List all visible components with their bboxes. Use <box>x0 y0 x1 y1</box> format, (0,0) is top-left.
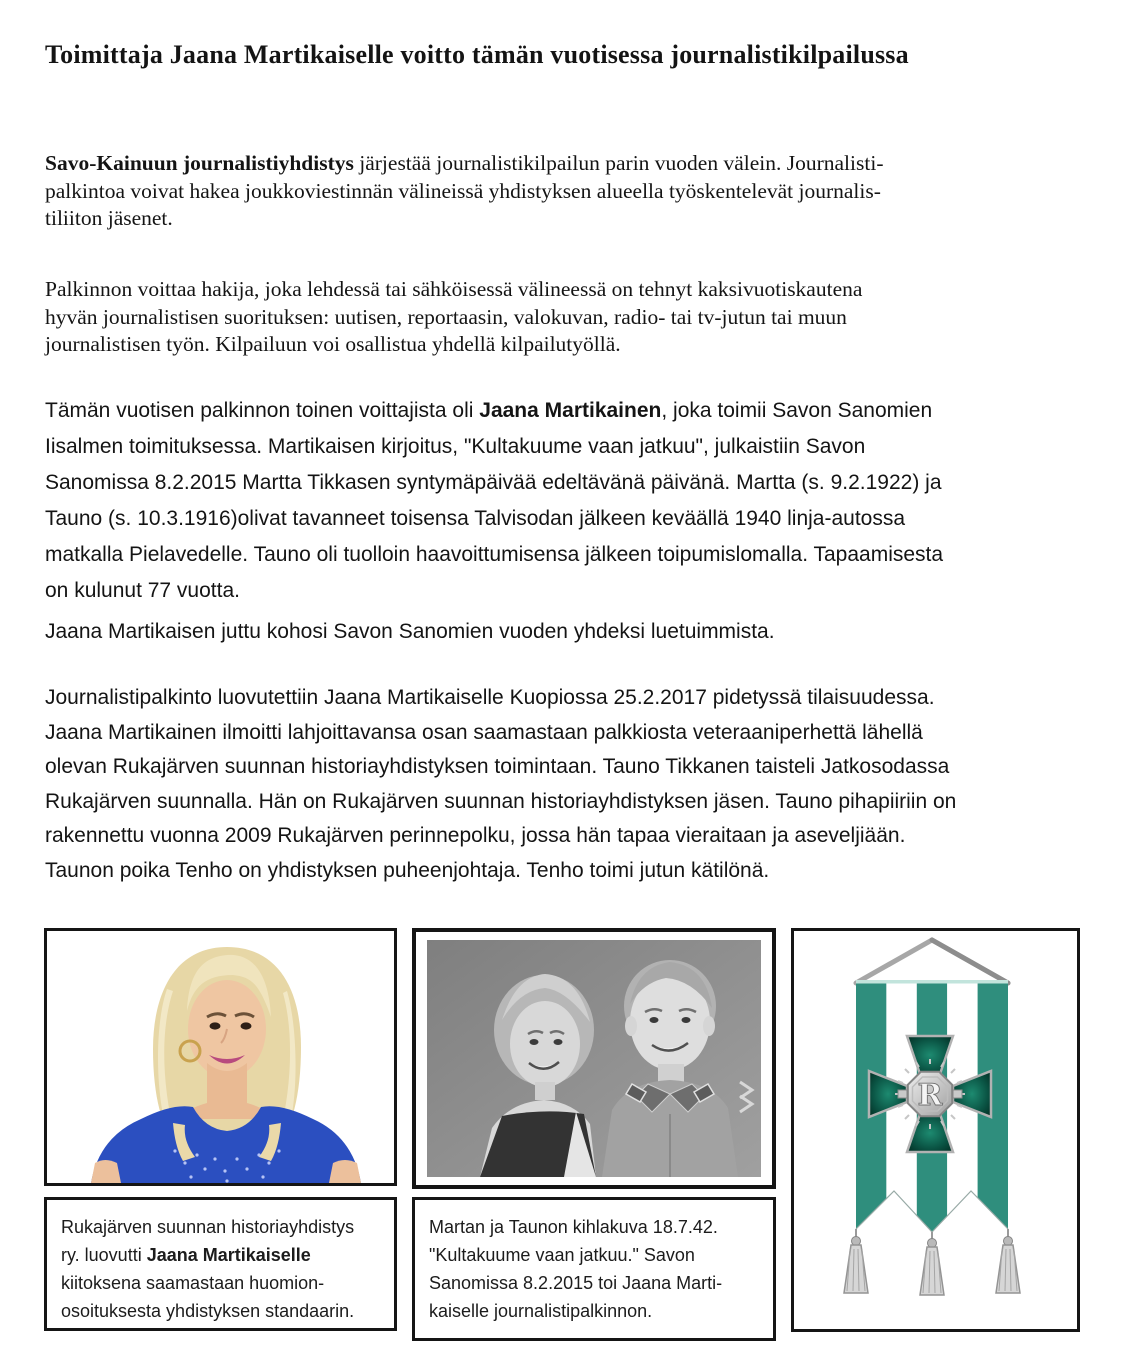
portrait-photo <box>47 931 394 1183</box>
text-line: Rukajärven suunnalla. Hän on Rukajärven suunnan historiayhdistyksen jäsen. Tauno pihapiiriin on <box>45 789 957 813</box>
text: ry. luovutti <box>61 1245 147 1265</box>
bold-text: Jaana Martikainen <box>479 399 662 422</box>
text-line: "Kultakuume vaan jatkuu." Savon <box>429 1245 695 1265</box>
text-line <box>45 393 1090 429</box>
bold-text: Savo-Kainuun journalistiyhdistys <box>45 151 354 175</box>
caption-engagement <box>412 1197 776 1341</box>
text-line: palkintoa voivat hakea joukkoviestinnän välineissä yhdistyksen alueella työskentelevät journalis- <box>45 178 881 203</box>
text-line <box>61 1241 390 1269</box>
text-line <box>45 150 1090 178</box>
text-line: on kulunut 77 vuotta. <box>45 579 240 602</box>
text-line: Rukajärven suunnan historiayhdistys <box>61 1217 355 1237</box>
text-line: Jaana Martikainen ilmoitti lahjoittavansa osan saamastaan palkkiosta veteraaniperhettä lähellä <box>45 720 923 744</box>
page-title: Toimittaja Jaana Martikaiselle voitto tämän vuotisessa journalistikilpailussa <box>45 40 909 69</box>
text-line: osoituksesta yhdistyksen standaarin. <box>61 1301 355 1321</box>
paragraph-1 <box>45 150 1090 233</box>
text-line: Journalistipalkinto luovutettiin Jaana Martikaiselle Kuopiossa 25.2.2017 pidetyssä tilaisuudessa. <box>45 686 935 709</box>
pennant-image <box>794 931 1077 1329</box>
caption-portrait <box>44 1197 397 1331</box>
text-line: Sanomissa 8.2.2015 Martta Tikkasen syntymäpäivää edeltävänä päivänä. Martta (s. 9.2.1922) ja <box>45 471 942 494</box>
text-line: Jaana Martikaisen juttu kohosi Savon Sanomien vuoden yhdeksi luetuimmista. <box>45 620 775 643</box>
text-line: Tauno (s. 10.3.1916)olivat tavanneet toisensa Talvisodan jälkeen keväällä 1940 linja-autossa <box>45 507 906 530</box>
paragraph-2 <box>45 276 1090 359</box>
text-line: Taunon poika Tenho on yhdistyksen puheenjohtaja. Tenho toimi jutun kätilönä. <box>45 858 770 882</box>
bold-text: Jaana Martikaiselle <box>146 1245 311 1265</box>
text-line: tiliiton jäsenet. <box>45 206 173 230</box>
text-line: rakennettu vuonna 2009 Rukajärven perinnepolku, jossa hän tapaa vieraitaan ja aseveljiään. <box>45 824 906 847</box>
paragraph-5 <box>45 681 1090 888</box>
text-line: matkalla Pielavedelle. Tauno oli tuolloin haavoittumisensa jälkeen toipumislomalla. Tapaamisesta <box>45 543 944 566</box>
engagement-photo <box>416 932 772 1185</box>
engagement-photo-box <box>412 928 776 1189</box>
text-line: Sanomissa 8.2.2015 toi Jaana Marti- <box>429 1273 723 1293</box>
text: Tämän vuotisen palkinnon toinen voittajista oli <box>45 399 480 422</box>
text: , joka toimii Savon Sanomien <box>661 399 933 422</box>
paragraph-4 <box>45 620 1090 644</box>
text-line: kaiselle journalistipalkinnon. <box>429 1301 653 1321</box>
text-line: journalistisen työn. Kilpailuun voi osallistua yhdellä kilpailutyöllä. <box>45 332 621 356</box>
text-line: hyvän journalistisen suorituksen: uutisen, reportaasin, valokuvan, radio- tai tv-jutun tai muun <box>45 304 847 329</box>
text-line: Iisalmen toimituksessa. Martikaisen kirjoitus, "Kultakuume vaan jatkuu", julkaistiin Savon <box>45 435 866 458</box>
emblem-letter: R <box>917 1078 943 1113</box>
text-line: olevan Rukajärven suunnan historiayhdistyksen toimintaan. Tauno Tikkanen taisteli Jatkosodassa <box>45 755 950 778</box>
text-line: kiitoksena saamastaan huomion- <box>61 1273 325 1293</box>
text: järjestää journalistikilpailun parin vuoden välein. Journalisti- <box>353 151 884 175</box>
portrait-photo-box <box>44 928 397 1186</box>
text-line: Martan ja Taunon kihlakuva 18.7.42. <box>429 1217 718 1237</box>
pennant-image-box <box>791 928 1080 1332</box>
text-line: Palkinnon voittaa hakija, joka lehdessä tai sähköisessä välineessä on tehnyt kaksivuotiskautena <box>45 277 863 301</box>
paragraph-3 <box>45 393 1090 609</box>
